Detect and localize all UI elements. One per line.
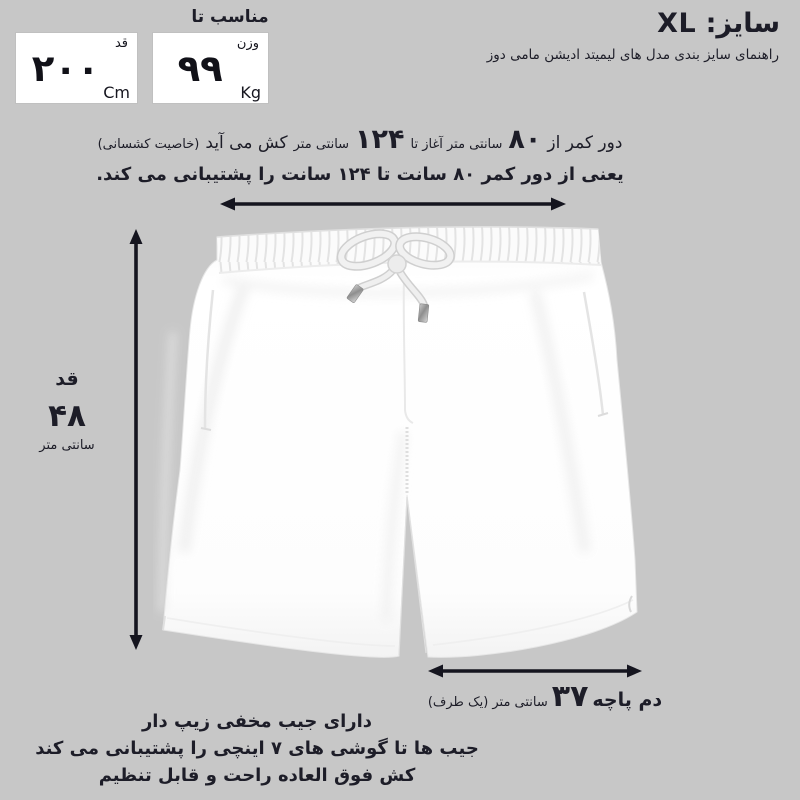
waist-max-value: ۱۲۴ xyxy=(355,124,405,155)
height-unit: Cm xyxy=(103,83,130,102)
shorts-product-image xyxy=(153,222,645,670)
waist-text-b: سانتی متر آغاز تا xyxy=(410,137,503,152)
hem-side-note: (یک طرف) xyxy=(427,695,489,710)
length-measure-arrow-icon xyxy=(129,229,143,650)
size-title: سایز: XL xyxy=(657,8,780,39)
length-value: ۴۸ xyxy=(48,398,86,434)
drawstring-aglet-right xyxy=(418,304,429,323)
waist-text-d: کش می آید xyxy=(205,133,288,153)
hem-measure-arrow-icon xyxy=(428,664,642,678)
waist-text-c: سانتی متر xyxy=(293,137,350,152)
height-value: ۲۰۰ xyxy=(31,47,100,90)
feature-elastic: کش فوق العاده راحت و قابل تنظیم xyxy=(98,765,416,786)
waist-measure-arrow-icon xyxy=(220,197,566,211)
weight-label: وزن xyxy=(236,36,259,51)
height-label: قد xyxy=(114,36,128,51)
length-measure-block xyxy=(22,368,112,453)
weight-spec-box xyxy=(153,33,268,103)
waist-text-e: (خاصیت کشسانی) xyxy=(97,137,200,152)
hem-value: ۳۷ xyxy=(551,679,589,714)
hem-label: دم پاچه xyxy=(592,689,663,711)
waist-range-text xyxy=(0,124,720,155)
feature-list xyxy=(12,708,502,789)
height-spec-box xyxy=(16,33,137,103)
fit-title: مناسب تا xyxy=(191,7,269,27)
waist-min-value: ۸۰ xyxy=(508,124,542,155)
feature-phone-support: جیب ها تا گوشی های ۷ اینچی را پشتیبانی می کند xyxy=(35,738,479,759)
hem-unit: سانتی متر xyxy=(492,695,548,710)
waist-text-a: دور کمر از xyxy=(547,133,623,153)
weight-unit: Kg xyxy=(240,83,261,102)
length-label: قد xyxy=(55,368,79,390)
shorts-silhouette xyxy=(162,227,637,658)
length-unit: سانتی متر xyxy=(39,438,95,453)
waist-support-text: یعنی از دور کمر ۸۰ سانت تا ۱۲۴ سانت را پشتیبانی می کند. xyxy=(96,164,624,185)
size-guide-subtitle: راهنمای سایز بندی مدل های لیمیتد ادیشن مامی دوز xyxy=(486,47,779,63)
feature-hidden-pocket: دارای جیب مخفی زیپ دار xyxy=(141,711,373,732)
weight-value: ۹۹ xyxy=(177,47,223,90)
